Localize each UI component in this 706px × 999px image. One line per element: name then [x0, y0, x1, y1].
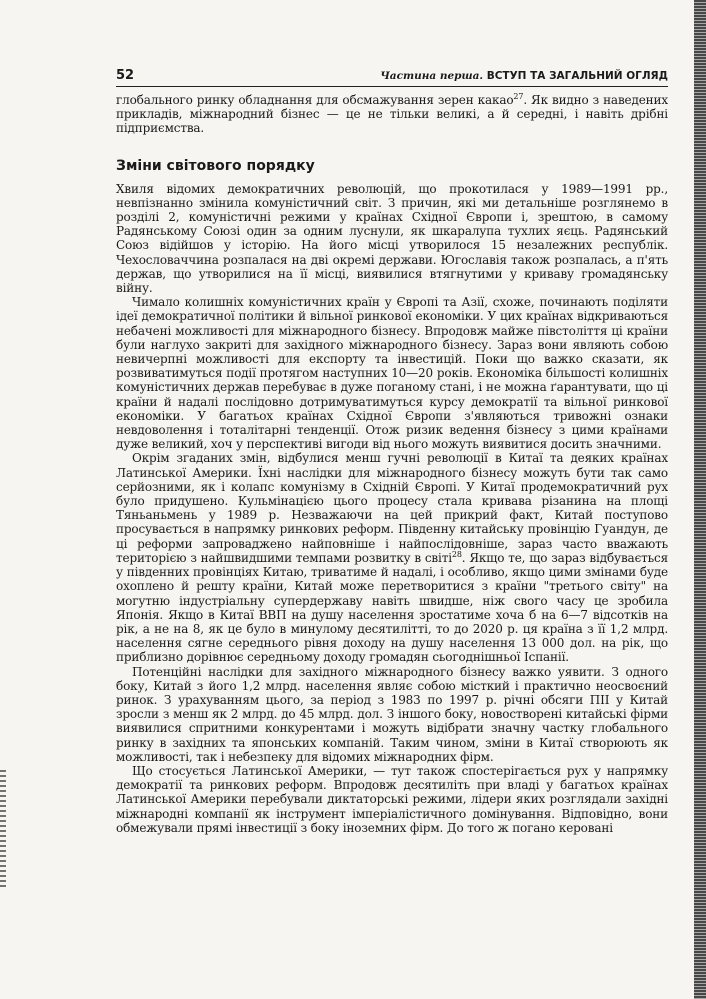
paragraph-4: Потенційні наслідки для західного міжнародного бізнесу важко уявити. З одного боку, Китай з його 1,2 млрд. населення являє собою місткий і практично неосвоєний ринок. З урахуванням цього, за період з 1983 по 1997 р. річні обсяги ПІІ у Китай зросли з менш як 2 млрд. до 45 млрд. дол. З іншого боку, новостворені китайські фірми виявилися спритними конкурентами і можуть відібрати значну частку глобального ринку в західних та японських компаній. Таким чином, зміни в Китаї створюють як можливості, так і небезпеку для відомих міжнародних фірм. — [116, 664, 668, 764]
paragraph-2: Чимало колишніх комуністичних країн у Європі та Азії, схоже, починають поділяти ідеї демократичної політики й вільної ринкової економіки. У цих країнах відкриваються небачені можливості для міжнародного бізнесу. Впродовж майже півстоліття ці країни були наглухо закриті для західного міжнародного бізнесу. Зараз вони являють собою невичерпні можливості для експорту та інвестицій. Поки що важко сказати, як розвиватимуться події протягом наступних 10—20 років. Економіка більшості колишніх комуністичних держав перебуває в дуже поганому стані, і не можна ґарантувати, що ці країни й надалі послідовно дотримуватимуться курсу демократії та вільної ринкової економіки. У багатьох країнах Східної Європи з'являються тривожні ознаки невдоволення і тоталітарні тенденції. Отож ризик ведення бізнесу з цими країнами дуже великий, хоч у перспективі вигоди від нього можуть виявитися досить значними. — [116, 295, 668, 452]
intro-text-1: глобального ринку обладнання для обсмажування зерен какао — [116, 93, 514, 107]
scan-edge-left — [0, 770, 6, 890]
paragraph-3-text-2: . Якщо те, що зараз відбувається у південних провінціях Китаю, триватиме й надалі, і особливо, якщо цими змінами буде охоплено й решту країни, Китай може перетворитися з країни "третього світу" на могутню індустріальну супердержаву навіть швидше, ніж свого часу це зробила Японія. Якщо в Китаї ВВП на душу населення зростатиме хоча б на 6—7 відсотків на рік, а не на 8, як це було в минулому десятилітті, то до 2020 р. ця країна з її 1,2 млрд. населення сягне середнього рівня доходу на душу населення 13 000 дол. на рік, що приблизно дорівнює середньому доходу громадян сьогоднішньої Іспанії. — [116, 550, 668, 665]
paragraph-3 — [116, 451, 668, 664]
scan-edge-right — [694, 0, 706, 999]
running-head-title: ВСТУП ТА ЗАГАЛЬНИЙ ОГЛЯД — [486, 70, 668, 82]
running-head — [380, 70, 668, 82]
page-header — [116, 68, 668, 87]
paragraph-5: Що стосується Латинської Америки, — тут також спостерігається рух у напрямку демократії та ринкових реформ. Впродовж десятиліть при владі у багатьох країнах Латинської Америки перебували диктаторські режими, лідери яких розглядали західні міжнародні компанії як інструмент імперіалістичного домінування. Відповідно, вони обмежували прямі інвестиції з боку іноземних фірм. До того ж погано керовані — [116, 763, 668, 835]
footnote-ref-27: 27 — [513, 92, 524, 101]
footnote-ref-28: 28 — [451, 549, 462, 559]
book-page — [116, 68, 668, 835]
running-head-part: Частина перша. — [380, 70, 484, 82]
paragraph-1: Хвиля відомих демократичних революцій, що прокотилася у 1989—1991 рр., невпізнанно змінила комуністичний світ. З причин, які ми детальніше розглянемо в розділі 2, комуністичні режими у країнах Східної Європи і, зрештою, в самому Радянському Союзі один за одним луснули, як шкаралупа тухлих яєць. Радянський Союз відійшов у історію. На його місці утворилося 15 незалежних республік. Чехословаччина розпалася на дві окремі держави. Югославія також розпалась, а п'ять держав, що утворилися на її місці, виявилися втягнутими у криваву громадянську війну. — [116, 181, 668, 296]
section-title: Зміни світового порядку — [116, 157, 315, 174]
page-number: 52 — [116, 68, 135, 83]
paragraph-3-text-1: Окрім згаданих змін, відбулися менш гучні революції в Китаї та деяких країнах Латинської Америки. Їхні наслідки для міжнародного бізнесу можуть бути так само серйозними, як і колапс комунізму в Східній Європі. У Китаї продемократичний рух було придушено. Кульмінацією цього процесу стала кривава різанина на площі Тяньаньмень у 1989 р. Незважаючи на цей прикрий факт, Китай поступово просувається в напрямку ринкових реформ. Південну китайську провінцію Гуандун, де ці реформи запроваджено найповніше і найпослідовніше, зараз часто вважають територією з найшвидшими темпами розвитку в світі — [116, 451, 668, 565]
intro-text-2: . Як видно з наведених прикладів, міжнародний бізнес — це не тільки великі, а й середні, і навіть дрібні підприємства. — [116, 93, 669, 136]
intro-paragraph — [116, 93, 668, 136]
